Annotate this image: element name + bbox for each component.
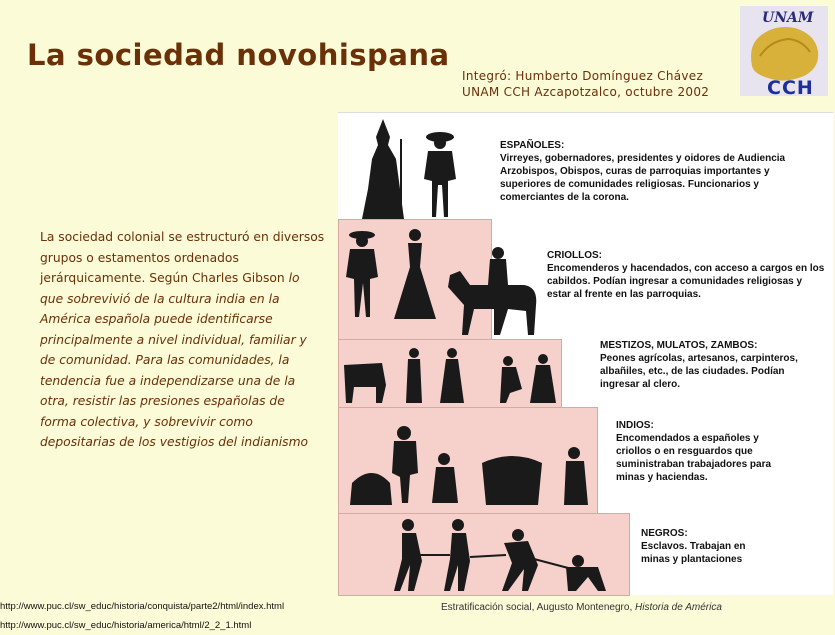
category-criollos [547, 249, 827, 301]
category-negros-text: Esclavos. Trabajan en minas y plantaciones [641, 541, 746, 565]
silhouette-criollo-man-icon [342, 229, 382, 319]
silhouette-indios-group-icon [342, 413, 592, 508]
category-indios-heading: INDIOS: [616, 420, 654, 431]
silhouette-criollo-woman-icon [390, 227, 440, 322]
category-negros [641, 527, 766, 566]
silhouette-horse-rider-icon [438, 245, 548, 340]
page-title: La sociedad novohispana [27, 38, 450, 72]
category-espanoles-text: Virreyes, gobernadores, presidentes y oidores de Audiencia Arzobispos, Obispos, curas de parroquias importantes y superiores de comunidades religiosas. Funcionarios y comerciantes de la corona. [500, 153, 786, 203]
logo-cch-text: CCH [767, 77, 814, 96]
silhouette-bishop-icon [358, 119, 408, 219]
silhouette-artisan-icon [488, 353, 558, 405]
social-pyramid-figure [338, 112, 833, 595]
credit-line-1: Integró: Humberto Domínguez Chávez [462, 69, 704, 83]
category-criollos-text: Encomenderos y hacendados, con acceso a cargos en los cabildos. Podían ingresar a comunidades religiosas y estar al frente en las parroquias. [547, 263, 825, 300]
silhouette-mestizos-group-icon [342, 345, 472, 405]
unam-cch-logo [740, 6, 828, 96]
category-criollos-heading: CRIOLLOS: [547, 250, 602, 261]
category-mestizos-heading: MESTIZOS, MULATOS, ZAMBOS: [600, 340, 758, 351]
caption-book-title: Historia de América [635, 602, 722, 613]
silhouette-spaniard-icon [418, 129, 463, 219]
category-mestizos [600, 339, 825, 391]
category-negros-heading: NEGROS: [641, 528, 688, 539]
credit-line-2: UNAM CCH Azcapotzalco, octubre 2002 [462, 85, 710, 99]
category-mestizos-text: Peones agrícolas, artesanos, carpinteros, albañiles, etc., de las ciudades. Podían ingresar al clero. [600, 353, 798, 390]
logo-unam-text: UNAM [762, 10, 814, 26]
source-link-1[interactable]: http://www.puc.cl/sw_educ/historia/conquista/parte2/html/index.html [0, 601, 285, 612]
body-intro: La sociedad colonial se estructuró en diversos grupos o estamentos ordenados jerárquicamente. Según Charles Gibson [40, 230, 325, 285]
caption-prefix: Estratificación social, Augusto Montenegro, [441, 602, 633, 613]
category-indios-text: Encomendados a españoles y criollos o en resguardos que suministraban trabajadores para minas y haciendas. [616, 433, 772, 483]
author-credit [462, 68, 709, 100]
category-espanoles-heading: ESPAÑOLES: [500, 140, 565, 151]
body-quote: lo que sobrevivió de la cultura india en la América española puede identificarse principalmente a nivel individual, familiar y de comunidad. Para las comunidades, la tendencia fue a independizarse una de la otra, resistir las presiones españolas de forma colectiva, y sobrevivir como depositarias de los vestigios del indianismo [40, 271, 309, 449]
body-paragraph [40, 227, 325, 453]
figure-caption [441, 602, 722, 613]
source-link-2[interactable]: http://www.puc.cl/sw_educ/historia/america/html/2_2_1.html [0, 620, 252, 631]
silhouette-negros-chain-icon [378, 515, 618, 593]
category-indios [616, 419, 796, 484]
category-espanoles [500, 139, 820, 204]
